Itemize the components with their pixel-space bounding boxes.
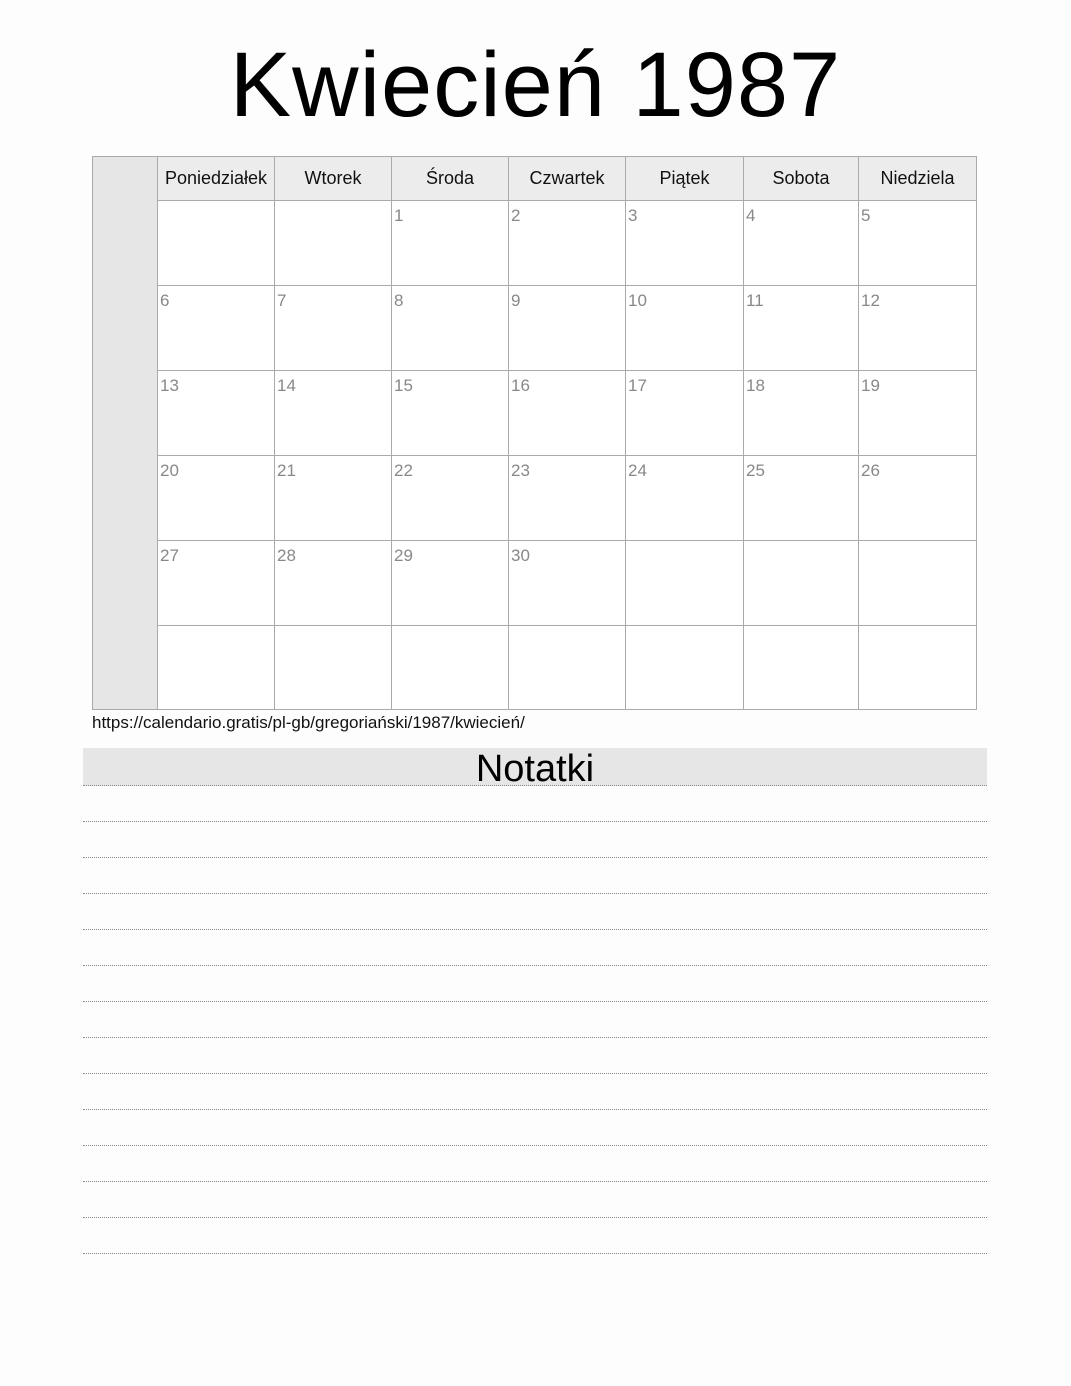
week-row <box>158 456 976 541</box>
calendar-grid <box>92 156 977 710</box>
note-line <box>83 786 987 822</box>
note-line <box>83 894 987 930</box>
day-cell: 16 <box>509 371 626 455</box>
day-cell <box>392 626 509 710</box>
day-cell <box>859 626 976 710</box>
day-cell: 19 <box>861 376 880 395</box>
week-row <box>158 286 976 371</box>
day-cell <box>158 626 275 710</box>
day-cell: 28 <box>275 541 392 625</box>
day-cell: 6 <box>158 286 275 370</box>
week-row <box>158 626 976 710</box>
note-line <box>83 822 987 858</box>
day-cell <box>744 626 859 710</box>
week-row <box>158 371 976 456</box>
note-line <box>83 1038 987 1074</box>
week-row <box>158 201 976 286</box>
weekday-wednesday: Środa <box>392 157 509 200</box>
day-cell <box>626 626 744 710</box>
day-cell <box>509 626 626 710</box>
day-cell: 23 <box>509 456 626 540</box>
day-cell: 2 <box>509 201 626 285</box>
day-cell: 27 <box>158 541 275 625</box>
day-cell <box>275 626 392 710</box>
notes-area <box>83 786 987 1254</box>
week-row <box>158 541 976 626</box>
day-cell: 3 <box>626 201 744 285</box>
notes-title: Notatki <box>83 748 987 786</box>
week-number-column <box>93 157 158 709</box>
weekday-header-row <box>158 157 976 201</box>
day-cell: 25 <box>744 456 859 540</box>
note-line <box>83 930 987 966</box>
day-cell: 29 <box>392 541 509 625</box>
weekday-sunday: Niedziela <box>880 168 955 188</box>
note-line <box>83 1074 987 1110</box>
day-cell: 10 <box>626 286 744 370</box>
day-cell <box>744 541 859 625</box>
day-cell: 30 <box>509 541 626 625</box>
day-cell <box>275 201 392 285</box>
day-cell: 4 <box>744 201 859 285</box>
day-cell: 7 <box>275 286 392 370</box>
source-url[interactable]: https://calendario.gratis/pl-gb/gregoriański/1987/kwiecień/ <box>92 713 525 732</box>
day-cell: 20 <box>158 456 275 540</box>
day-cell <box>859 541 976 625</box>
day-grid <box>158 201 976 709</box>
note-line <box>83 966 987 1002</box>
note-line <box>83 858 987 894</box>
calendar-title: Kwiecień 1987 <box>229 34 842 136</box>
day-cell: 5 <box>861 206 871 225</box>
note-line <box>83 1110 987 1146</box>
day-cell: 11 <box>744 286 859 370</box>
day-cell: 17 <box>626 371 744 455</box>
day-cell: 22 <box>392 456 509 540</box>
weekday-saturday: Sobota <box>744 157 859 200</box>
day-cell: 18 <box>744 371 859 455</box>
weekday-thursday: Czwartek <box>509 157 626 200</box>
day-cell: 12 <box>861 291 880 310</box>
day-cell: 26 <box>861 461 880 480</box>
day-cell: 14 <box>275 371 392 455</box>
day-cell: 9 <box>509 286 626 370</box>
day-cell: 8 <box>392 286 509 370</box>
weekday-friday: Piątek <box>626 157 744 200</box>
day-cell: 21 <box>275 456 392 540</box>
day-cell: 15 <box>392 371 509 455</box>
day-cell <box>626 541 744 625</box>
note-line <box>83 1002 987 1038</box>
note-line <box>83 1218 987 1254</box>
note-line <box>83 1182 987 1218</box>
day-cell: 24 <box>626 456 744 540</box>
note-line <box>83 1146 987 1182</box>
day-cell: 1 <box>392 201 509 285</box>
day-cell <box>158 201 275 285</box>
weekday-monday: Poniedziałek <box>158 157 275 200</box>
weekday-tuesday: Wtorek <box>275 157 392 200</box>
day-cell: 13 <box>158 371 275 455</box>
